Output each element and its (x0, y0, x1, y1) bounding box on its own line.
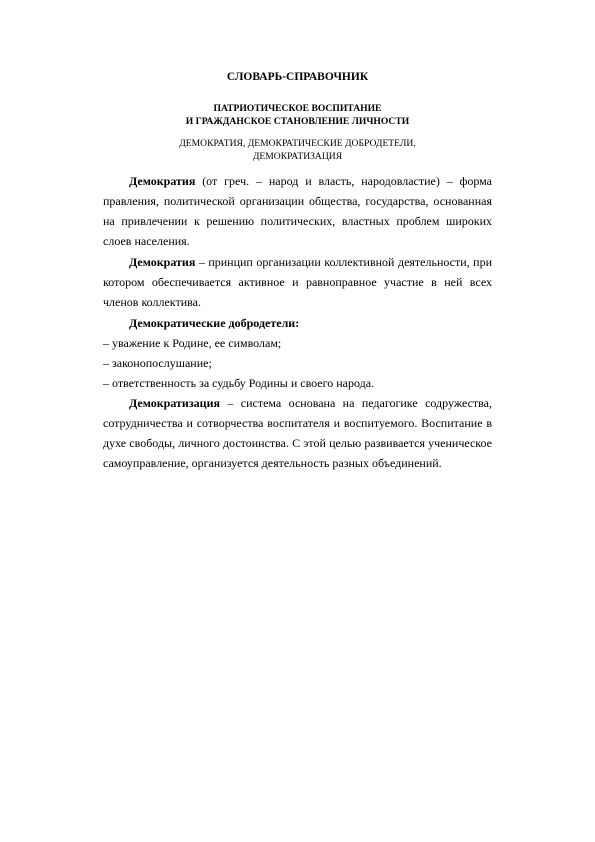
section-heading-line-2: ДЕМОКРАТИЗАЦИЯ (252, 151, 343, 162)
definition-democracy-2 (103, 252, 492, 312)
virtue-item-3: – ответственность за судьбу Родины и своего народа. (103, 376, 375, 390)
definition-text-3: – система основана на педагогике содружества, сотрудничества и сотворчества воспитателя и воспитуемого. Воспитание в духе свободы, личного достоинства. С этой целью развивается ученическое самоуправление, организуется деятельность разных объединений. (103, 396, 492, 470)
term-democracy-1: Демократия (129, 174, 196, 188)
subtitle-line-2: И ГРАЖДАНСКОЕ СТАНОВЛЕНИЕ ЛИЧНОСТИ (185, 116, 410, 127)
term-democracy-2: Демократия (129, 255, 196, 269)
definition-democratization (103, 393, 492, 473)
virtues-heading: Демократические добродетели: (129, 316, 300, 330)
definition-democracy-1 (103, 171, 492, 251)
virtue-item-2: – законопослушание; (103, 356, 212, 370)
term-democratization: Демократизация (129, 396, 220, 410)
section-heading (103, 137, 492, 163)
virtue-item-1: – уважение к Родине, ее символам; (103, 336, 282, 350)
document-subtitle (103, 102, 492, 128)
section-heading-line-1: ДЕМОКРАТИЯ, ДЕМОКРАТИЧЕСКИЕ ДОБРОДЕТЕЛИ, (179, 138, 416, 149)
definition-text-1: (от греч. – народ и власть, народовластие) – форма правления, политической организации общества, государства, основанная на привлечении к решению политических, властных проблем широких слоев населения. (103, 174, 492, 248)
document-title: СЛОВАРЬ-СПРАВОЧНИК (226, 71, 369, 83)
definition-text-2: – принцип организации коллективной деятельности, при котором обеспечивается активное и равноправное участие в ней всех членов коллектива. (103, 255, 492, 309)
subtitle-line-1: ПАТРИОТИЧЕСКОЕ ВОСПИТАНИЕ (213, 103, 382, 114)
document-page (103, 70, 492, 474)
